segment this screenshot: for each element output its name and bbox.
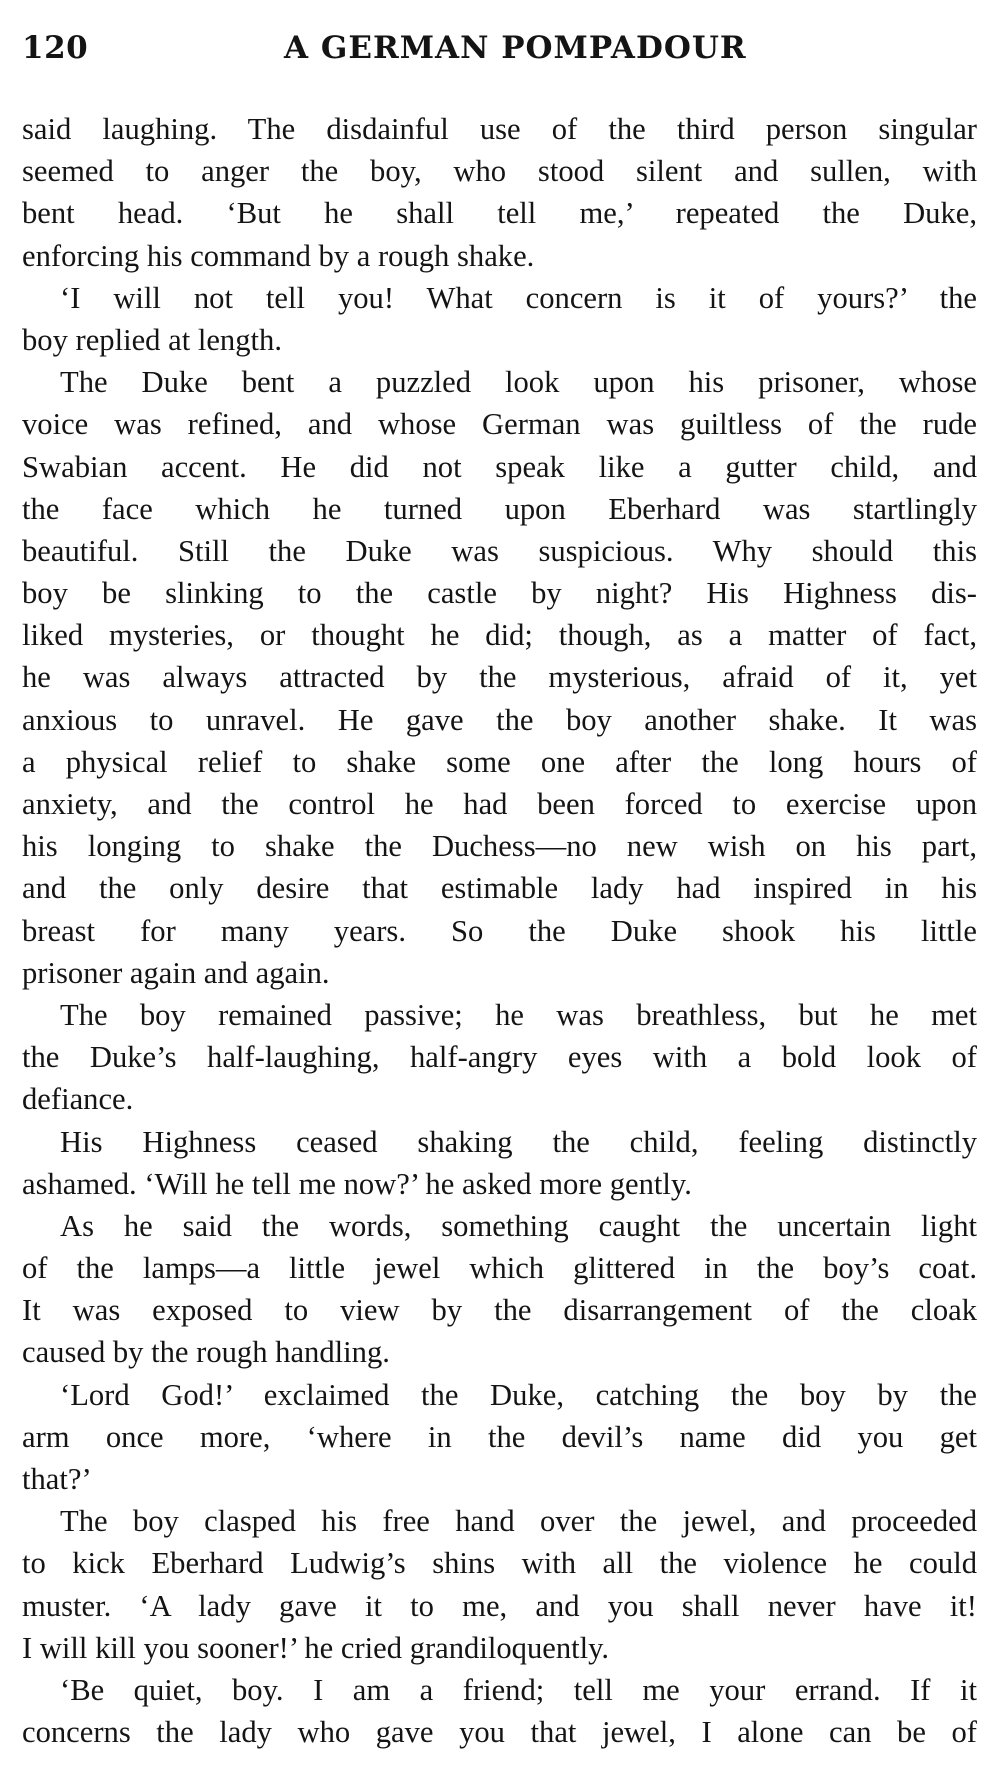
text-line: said laughing. The disdainful use of the third person singular xyxy=(22,112,977,146)
running-title: A GERMAN POMPADOUR xyxy=(284,30,747,66)
text-line: It was exposed to view by the disarrangement of the cloak xyxy=(22,1293,977,1328)
text-line: muster. ‘A lady gave it to me, and you shall never have it! xyxy=(22,1588,977,1623)
running-head xyxy=(22,30,977,82)
text-line: a physical relief to shake some one after the long hours of xyxy=(22,744,977,779)
text-line: ashamed. ‘Will he tell me now?’ he asked more gently. xyxy=(22,1166,692,1201)
text-line: defiance. xyxy=(22,1082,134,1117)
text-line: ‘Lord God!’ exclaimed the Duke, catching the boy by the xyxy=(60,1377,977,1412)
text-line: voice was refined, and whose German was guiltless of the rude xyxy=(22,407,977,442)
text-line: beautiful. Still the Duke was suspicious. Why should this xyxy=(22,533,977,568)
text-line: bent head. ‘But he shall tell me,’ repeated the Duke, xyxy=(22,196,977,231)
text-line: arm once more, ‘where in the devil’s name did you get xyxy=(22,1419,977,1454)
text-line: the face which he turned upon Eberhard was startlingly xyxy=(22,491,977,526)
text-line: The Duke bent a puzzled look upon his prisoner, whose xyxy=(60,365,977,400)
text-line: I will kill you sooner!’ he cried grandiloquently. xyxy=(22,1630,610,1665)
text-line: boy replied at length. xyxy=(22,322,282,357)
text-line: anxious to unravel. He gave the boy another shake. It was xyxy=(22,702,977,737)
text-line: The boy remained passive; he was breathless, but he met xyxy=(60,997,977,1032)
text-line: his longing to shake the Duchess—no new wish on his part, xyxy=(22,829,977,864)
text-line: of the lamps—a little jewel which glittered in the boy’s coat. xyxy=(22,1251,977,1286)
text-line: concerns the lady who gave you that jewel, I alone can be of xyxy=(22,1715,977,1750)
text-line: caused by the rough handling. xyxy=(22,1335,390,1370)
text-line: he was always attracted by the mysterious, afraid of it, yet xyxy=(22,660,977,695)
text-line: the Duke’s half-laughing, half-angry eyes with a bold look of xyxy=(22,1040,977,1075)
text-line: ‘I will not tell you! What concern is it of yours?’ the xyxy=(60,280,977,315)
page-number: 120 xyxy=(22,30,89,66)
text-line: His Highness ceased shaking the child, feeling distinctly xyxy=(60,1124,977,1159)
text-line: to kick Eberhard Ludwig’s shins with all the violence he could xyxy=(22,1546,977,1581)
text-line: and the only desire that estimable lady had inspired in his xyxy=(22,871,977,906)
text-line: liked mysteries, or thought he did; though, as a matter of fact, xyxy=(22,618,977,653)
text-line: Swabian accent. He did not speak like a gutter child, and xyxy=(22,449,977,484)
text-line: anxiety, and the control he had been forced to exercise upon xyxy=(22,787,977,821)
text-line: The boy clasped his free hand over the jewel, and proceeded xyxy=(60,1504,977,1539)
text-line: that?’ xyxy=(22,1462,92,1496)
text-line: As he said the words, something caught the uncertain light xyxy=(60,1208,977,1243)
text-line: seemed to anger the boy, who stood silent and sullen, with xyxy=(22,154,977,189)
text-line: enforcing his command by a rough shake. xyxy=(22,238,535,273)
text-line: boy be slinking to the castle by night? His Highness dis- xyxy=(22,576,977,611)
text-line: prisoner again and again. xyxy=(22,955,330,990)
body-text xyxy=(22,108,977,1753)
text-line: ‘Be quiet, boy. I am a friend; tell me your errand. If it xyxy=(60,1672,977,1707)
text-line: breast for many years. So the Duke shook his little xyxy=(22,913,977,948)
book-page xyxy=(22,30,977,1753)
